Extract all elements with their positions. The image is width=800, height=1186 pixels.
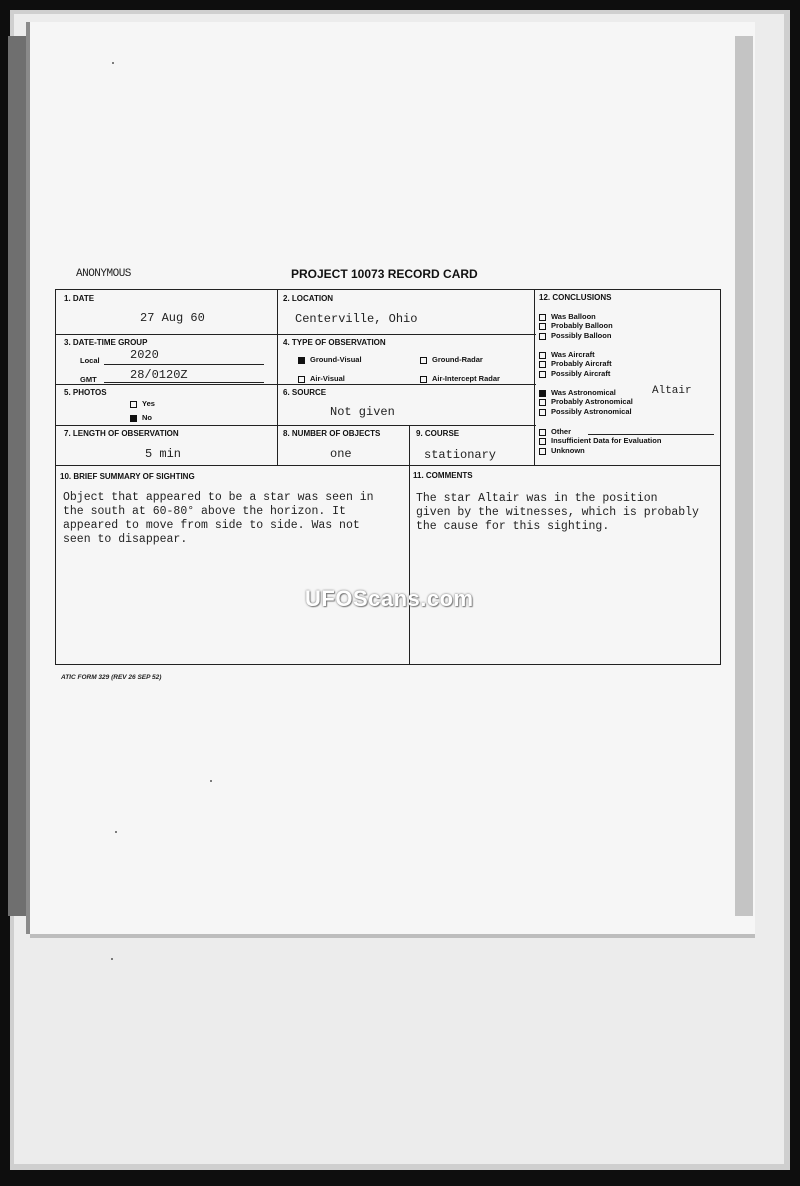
conclusion-label: Possibly Aircraft xyxy=(551,369,611,378)
option-label: Air-Visual xyxy=(310,374,345,383)
checkbox-icon xyxy=(539,333,546,340)
location-label: 2. LOCATION xyxy=(283,294,334,303)
gmt-underline xyxy=(104,382,264,383)
conclusions-label: 12. CONCLUSIONS xyxy=(539,293,612,302)
comments-text xyxy=(416,492,699,534)
summary-line: the south at 60-80° above the horizon. It xyxy=(63,505,346,518)
speck xyxy=(111,958,113,960)
checkbox-icon xyxy=(298,376,305,383)
form-id: ATIC FORM 329 (REV 26 SEP 52) xyxy=(61,674,162,681)
dtg-gmt-label: GMT xyxy=(80,375,97,384)
watermark: UFOScans.com xyxy=(305,586,474,611)
rule xyxy=(56,425,536,426)
checkbox-icon xyxy=(539,438,546,445)
page-shadow xyxy=(8,36,30,916)
checked-box-icon xyxy=(298,357,305,364)
source-label: ANONYMOUS xyxy=(76,268,131,280)
conclusion-option xyxy=(539,436,661,445)
option-air-intercept-radar xyxy=(420,374,500,383)
speck xyxy=(112,62,114,64)
course-label: 9. COURSE xyxy=(416,429,460,438)
rule xyxy=(56,465,720,466)
conclusion-option xyxy=(539,359,612,368)
speck xyxy=(210,780,212,782)
other-underline xyxy=(588,434,714,435)
checkbox-icon xyxy=(539,409,546,416)
conclusion-option xyxy=(539,446,585,455)
checkbox-icon xyxy=(539,429,546,436)
source-value: Not given xyxy=(330,405,395,419)
rule xyxy=(56,384,536,385)
altair-annotation: Altair xyxy=(652,385,692,397)
location-value: Centerville, Ohio xyxy=(295,312,418,326)
option-label: Yes xyxy=(142,399,155,408)
conclusion-option xyxy=(539,388,616,397)
conclusion-option xyxy=(539,407,632,416)
dtg-gmt-value: 28/0120Z xyxy=(130,368,188,382)
checkbox-icon xyxy=(539,361,546,368)
comments-line: given by the witnesses, which is probably xyxy=(416,506,699,519)
checkbox-icon xyxy=(130,401,137,408)
summary-line: appeared to move from side to side. Was not xyxy=(63,519,360,532)
source-field-label: 6. SOURCE xyxy=(283,388,327,397)
conclusion-label: Probably Astronomical xyxy=(551,397,633,406)
option-label: Ground-Radar xyxy=(432,355,483,364)
speck xyxy=(115,831,117,833)
summary-text xyxy=(63,491,374,547)
option-air-visual xyxy=(298,374,345,383)
conclusion-label: Was Astronomical xyxy=(551,388,616,397)
length-value: 5 min xyxy=(145,447,182,461)
conclusion-label: Was Balloon xyxy=(551,312,596,321)
checkbox-icon xyxy=(420,357,427,364)
length-label: 7. LENGTH OF OBSERVATION xyxy=(64,429,179,438)
checked-box-icon xyxy=(130,415,137,422)
comments-line: the cause for this sighting. xyxy=(416,520,610,533)
objects-value: one xyxy=(330,447,352,461)
objects-label: 8. NUMBER OF OBJECTS xyxy=(283,429,381,438)
checkbox-icon xyxy=(539,371,546,378)
conclusion-label: Possibly Astronomical xyxy=(551,407,632,416)
conclusion-label: Insufficient Data for Evaluation xyxy=(551,436,662,445)
option-label: No xyxy=(142,413,152,422)
conclusion-option xyxy=(539,312,596,321)
conclusion-label: Other xyxy=(551,427,572,436)
checkbox-icon xyxy=(420,376,427,383)
observation-type-label: 4. TYPE OF OBSERVATION xyxy=(283,338,386,347)
rule xyxy=(277,290,278,465)
conclusion-option xyxy=(539,331,611,340)
rule xyxy=(534,290,535,465)
date-label: 1. DATE xyxy=(64,294,95,303)
summary-line: Object that appeared to be a star was seen in xyxy=(63,491,374,504)
course-value: stationary xyxy=(424,448,497,462)
option-label: Air-Intercept Radar xyxy=(432,374,500,383)
conclusion-label: Probably Balloon xyxy=(551,321,613,330)
rule xyxy=(409,425,410,664)
checkbox-icon xyxy=(539,352,546,359)
rule xyxy=(56,334,536,335)
conclusion-label: Probably Aircraft xyxy=(551,359,612,368)
checkbox-icon xyxy=(539,448,546,455)
comments-line: The star Altair was in the position xyxy=(416,492,658,505)
conclusion-option xyxy=(539,427,571,436)
local-underline xyxy=(104,364,264,365)
conclusion-option xyxy=(539,397,633,406)
checkbox-icon xyxy=(539,399,546,406)
dtg-local-label: Local xyxy=(80,356,100,365)
checked-box-icon xyxy=(539,390,546,397)
comments-label: 11. COMMENTS xyxy=(413,471,473,480)
checkbox-icon xyxy=(539,323,546,330)
option-ground-visual xyxy=(298,355,362,364)
option-label: Ground-Visual xyxy=(310,355,362,364)
page-edge xyxy=(735,36,753,916)
card-title: PROJECT 10073 RECORD CARD xyxy=(291,267,478,281)
dtg-local-value: 2020 xyxy=(130,348,159,362)
dtg-label: 3. DATE-TIME GROUP xyxy=(64,338,148,347)
summary-line: seen to disappear. xyxy=(63,533,188,546)
photos-yes xyxy=(130,399,155,408)
conclusion-option xyxy=(539,369,610,378)
date-value: 27 Aug 60 xyxy=(140,311,205,325)
conclusion-label: Was Aircraft xyxy=(551,350,595,359)
summary-label: 10. BRIEF SUMMARY OF SIGHTING xyxy=(60,472,195,481)
conclusion-label: Unknown xyxy=(551,446,585,455)
option-ground-radar xyxy=(420,355,483,364)
photos-label: 5. PHOTOS xyxy=(64,388,107,397)
conclusion-option xyxy=(539,350,595,359)
conclusion-option xyxy=(539,321,613,330)
conclusion-label: Possibly Balloon xyxy=(551,331,612,340)
checkbox-icon xyxy=(539,314,546,321)
photos-no xyxy=(130,413,152,422)
